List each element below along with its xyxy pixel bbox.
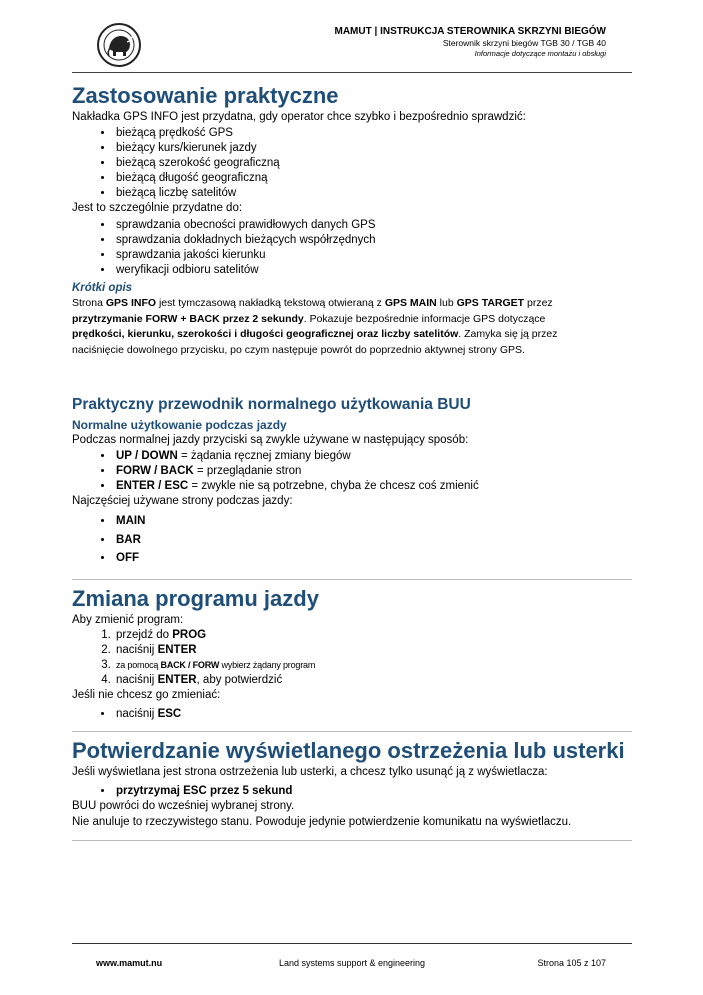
text: lub (436, 297, 457, 309)
bold-text: UP / DOWN (116, 449, 178, 462)
list-item (114, 707, 632, 722)
header-subtitle: Sterownik skrzyni biegów TGB 30 / TGB 40 (442, 38, 606, 48)
list-item: • sprawdzania jakości kierunku (114, 248, 632, 263)
list-item: • bieżącą prędkość GPS (114, 126, 632, 141)
text: naciśnij (116, 644, 158, 656)
short-description-heading: Krótki opis (72, 282, 133, 294)
button-usage-list (72, 449, 632, 494)
text: . Zamyka się ją przez (458, 328, 558, 340)
list-item (114, 673, 632, 688)
list-item (114, 512, 632, 531)
section-divider (72, 840, 632, 841)
bold-text: GPS INFO (105, 297, 157, 309)
list-item: • bieżącą szerokość geograficzną (114, 156, 632, 171)
page-header (72, 22, 632, 72)
subsection-title-driving: Normalne użytkowanie podczas jazdy (72, 418, 287, 432)
page-content (72, 82, 632, 841)
short-description (72, 296, 632, 358)
paragraph: Aby zmienić program: (72, 613, 184, 626)
bold-text: BAR (116, 533, 141, 546)
list-item: • sprawdzania obecności prawidłowych danych GPS (114, 218, 632, 233)
text: . Pokazuje bezpośrednie informacje GPS dotyczące (303, 312, 546, 325)
text: naciśnięcie dowolnego przycisku, po czym następuje powrót do poprzednio aktywnej strony GPS. (72, 343, 525, 356)
usage-list (72, 218, 632, 278)
bold-text: PROG (172, 629, 207, 641)
text: jest tymczasową nakładką tekstową otwieraną z (156, 297, 385, 309)
section-divider (72, 579, 632, 580)
text: = przeglądanie stron (193, 464, 302, 477)
list-item (114, 628, 632, 643)
list-item (114, 449, 632, 464)
text: przez (524, 297, 553, 309)
gps-info-list (72, 126, 632, 201)
list-item (114, 549, 632, 568)
list-item: • sprawdzania dokładnych bieżących współrzędnych (114, 233, 632, 248)
mamut-logo (96, 22, 142, 68)
paragraph: Podczas normalnej jazdy przyciski są zwykle używane w następujący sposób: (72, 434, 469, 446)
bold-text: FORW / BACK (116, 464, 194, 477)
list-item (114, 784, 632, 799)
list-item (114, 643, 632, 658)
acknowledge-list (72, 784, 632, 799)
text: = zwykle nie są potrzebne, chyba że chcesz coś zmienić (188, 479, 479, 492)
text: wybierz żądany program (219, 660, 316, 670)
text: Strona (72, 297, 106, 309)
bold-text: OFF (116, 552, 139, 564)
bold-text: ESC (157, 707, 182, 720)
list-item: • bieżącą długość geograficzną (114, 171, 632, 186)
list-item: • bieżący kurs/kierunek jazdy (114, 141, 632, 156)
bold-text: GPS MAIN (384, 297, 437, 309)
header-title: MAMUT | INSTRUKCJA STEROWNIKA SKRZYNI BIEGÓW (334, 26, 606, 37)
bold-text: GPS TARGET (456, 297, 525, 309)
bold-text: BACK / FORW (160, 660, 220, 670)
program-steps-list (72, 628, 632, 688)
cancel-list (72, 707, 632, 722)
footer-divider (72, 943, 632, 944)
section-title-normal-use-guide: Praktyczny przewodnik normalnego użytkowania BUU (72, 396, 471, 413)
list-item (114, 658, 632, 673)
paragraph: Jeśli nie chcesz go zmieniać: (72, 689, 221, 701)
text: naciśnij (116, 707, 158, 720)
header-subtitle-2: Informacje dotyczące montażu i obsługi (474, 49, 606, 58)
paragraph: BUU powróci do wcześniej wybranej strony. (72, 800, 295, 812)
paragraph: Jest to szczególnie przydatne do: (72, 201, 243, 214)
bold-text: ENTER / ESC (116, 479, 189, 492)
bold-text: przytrzymanie FORW + BACK przez 2 sekundy (72, 312, 304, 325)
text: = żądania ręcznej zmiany biegów (177, 449, 351, 462)
bold-text: ENTER (157, 644, 197, 656)
header-divider (72, 72, 632, 73)
bold-text: ENTER (157, 674, 197, 686)
text: naciśnij (116, 674, 158, 686)
text: za pomocą (116, 660, 161, 670)
paragraph: Jeśli wyświetlana jest strona ostrzeżenia lub usterki, a chcesz tylko usunąć ją z wyświetlacza: (72, 765, 548, 778)
section-divider (72, 731, 632, 732)
text: przejdź do (116, 629, 173, 641)
page-number: Strona 105 z 107 (537, 958, 606, 968)
bold-text: prędkości, kierunku, szerokości i długości geograficznej oraz liczby satelitów (72, 328, 459, 340)
paragraph: Najczęściej używane strony podczas jazdy: (72, 494, 293, 507)
footer-website-link[interactable]: www.mamut.nu (96, 958, 163, 968)
bold-text: przytrzymaj ESC przez 5 sekund (116, 785, 293, 797)
paragraph: Nie anuluje to rzeczywistego stanu. Powoduje jedynie potwierdzenie komunikatu na wyświetlaczu. (72, 815, 572, 828)
list-item (114, 464, 632, 479)
list-item (114, 479, 632, 494)
list-item: • bieżącą liczbę satelitów (114, 186, 632, 201)
list-item (114, 531, 632, 550)
paragraph: Nakładka GPS INFO jest przydatna, gdy operator chce szybko i bezpośrednio sprawdzić: (72, 111, 526, 123)
list-item: • weryfikacji odbioru satelitów (114, 263, 632, 278)
section-title-change-program: Zmiana programu jazdy (72, 585, 319, 611)
pages-list (72, 512, 632, 568)
footer-tagline: Land systems support & engineering (278, 958, 426, 968)
section-title-acknowledge-warning: Potwierdzanie wyświetlanego ostrzeżenia lub usterki (72, 737, 625, 763)
section-title-practical-use: Zastosowanie praktyczne (72, 83, 339, 108)
bold-text: MAIN (116, 515, 146, 527)
text: , aby potwierdzić (196, 674, 283, 686)
